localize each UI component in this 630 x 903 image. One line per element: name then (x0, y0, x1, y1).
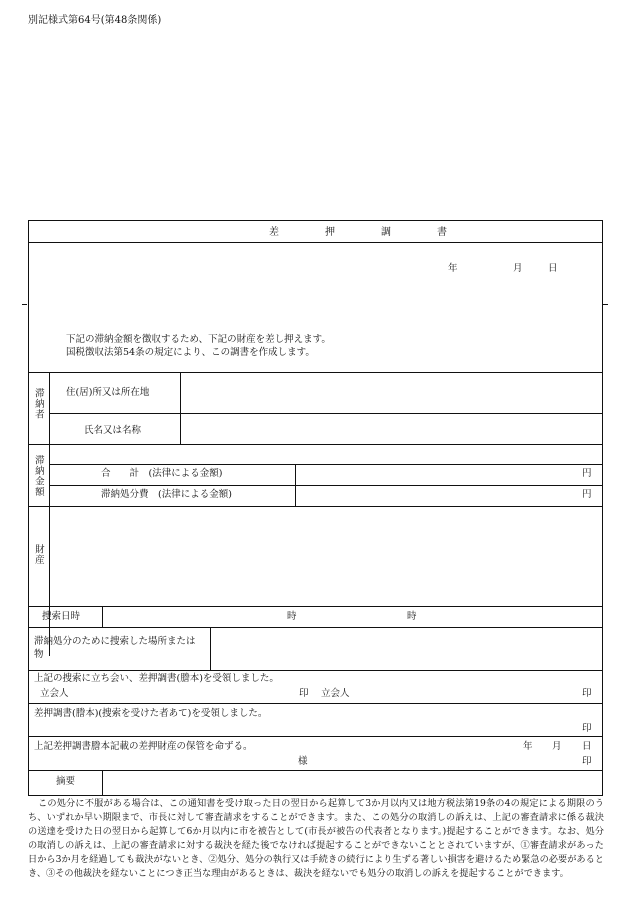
form-title: 差 押 調 書 (269, 227, 465, 238)
custody-seal: 印 (582, 756, 592, 767)
custody-day: 日 (582, 741, 592, 752)
divider (29, 627, 602, 628)
divider (29, 770, 602, 771)
divider (102, 770, 103, 795)
appeal-notice-text: この処分に不服がある場合は、この通知書を受け取った日の翌日から起算して3か月以内又は地方税法第19条の4の規定による期限のうち、いずれか早い期限まで、市長に対して審査請求をすることができます。また、この処分の取消しの訴えは、上記の審査請求に係る裁決の送達を受けた日の翌日から起算して6か月以内に市を被告として(市長が被告の代表者となります。)提起することができます。なお、処分の取消しの訴えは、上記の審査請求に対する裁決を経た後でなければ提起することができないこととされていますが、①審査請求があった日から3か月を経過しても裁決がないとき、②処分、処分の執行又は手続きの続行により生ずる著しい損害を避けるため緊急の必要があるとき、③その他裁決を経ないことにつき正当な理由があるときは、裁決を経ないでも処分の取消しの訴えを提起することができます。 (28, 798, 604, 879)
witness-2-seal: 印 (582, 688, 592, 699)
intro-line-1: 下記の滞納金額を徴収するため、下記の財産を差し押えます。 (66, 334, 331, 345)
divider (29, 242, 602, 243)
divider (49, 485, 602, 486)
divider (29, 444, 602, 445)
delinquent-side-label: 滞納者 (32, 388, 44, 420)
search-place-label-2: 物 (34, 649, 44, 660)
total-yen: 円 (582, 468, 592, 479)
divider (49, 413, 602, 414)
total-label: 合 計 (法律による金額) (101, 468, 223, 479)
amount-side-label: 滞納金額 (32, 455, 44, 497)
margin-tick-right (603, 304, 608, 305)
date-month: 月 (513, 263, 523, 274)
seizure-record-form (28, 220, 603, 796)
divider (29, 372, 602, 373)
search-place-label-1: 滞納処分のために捜索した場所または (34, 636, 196, 647)
witness-statement: 上記の捜索に立ち会い、差押調書(謄本)を受領しました。 (34, 673, 279, 684)
divider (29, 736, 602, 737)
search-hour-1: 時 (287, 611, 297, 622)
receipt-seal: 印 (582, 723, 592, 734)
custody-year: 年 (523, 741, 533, 752)
witness-1-label: 立会人 (40, 688, 69, 699)
date-year: 年 (448, 263, 458, 274)
witness-1-seal: 印 (299, 688, 309, 699)
name-label: 氏名又は名称 (84, 425, 142, 436)
divider (29, 703, 602, 704)
intro-line-2: 国税徴収法第54条の規定により、この調書を作成します。 (66, 347, 315, 358)
search-datetime-label: 捜索日時 (42, 611, 81, 622)
address-label: 住(居)所又は所在地 (66, 387, 150, 398)
divider (29, 506, 602, 507)
summary-label: 摘要 (56, 776, 76, 787)
property-side-label: 財産 (32, 544, 44, 565)
appeal-notice (28, 797, 604, 881)
date-day: 日 (548, 263, 558, 274)
margin-tick-left (22, 304, 27, 305)
custody-statement: 上記差押調書謄本記載の差押財産の保管を命ずる。 (34, 741, 253, 752)
form-reference: 別記様式第64号(第48条関係) (28, 15, 162, 26)
fee-yen: 円 (582, 489, 592, 500)
receipt-statement: 差押調書(謄本)(捜索を受けた者あて)を受領しました。 (34, 708, 268, 719)
divider (180, 372, 181, 444)
divider (29, 606, 602, 607)
custody-sama: 様 (298, 756, 308, 767)
divider (49, 464, 602, 465)
custody-month: 月 (552, 741, 562, 752)
fee-label: 滞納処分費 (法律による金額) (101, 489, 232, 500)
divider (210, 627, 211, 670)
witness-2-label: 立会人 (321, 688, 350, 699)
divider (102, 606, 103, 627)
search-hour-2: 時 (407, 611, 417, 622)
divider (29, 670, 602, 671)
